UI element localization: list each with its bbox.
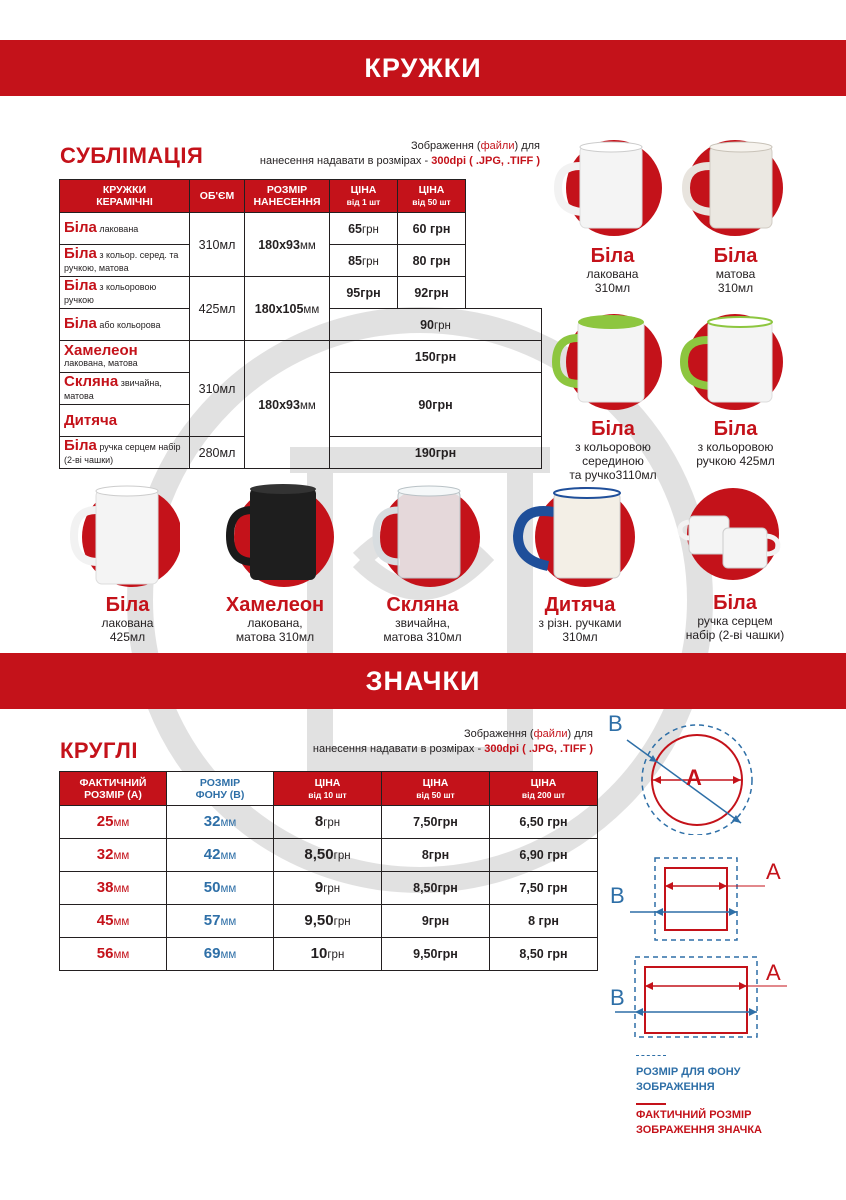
header-mug: КРУЖКИ КЕРАМІЧНІ [60, 180, 190, 213]
actual-size-cell: 56мм [60, 938, 167, 971]
price-10-cell: 9,50грн [274, 905, 382, 938]
mug-caption: Дитяча з різн. ручками 310мл [538, 594, 622, 644]
price-200-cell: 8 грн [490, 905, 598, 938]
note-text-b: ) для [514, 140, 540, 152]
volume-cell: 310мл [190, 213, 245, 277]
table-row [60, 341, 542, 373]
note-text-a: Зображення ( [463, 728, 534, 740]
colored-handle-mug-image [680, 312, 790, 412]
table-row [60, 905, 598, 938]
round-label-a: A [686, 765, 702, 790]
mug-name-cell: Скляна звичайна, матова [60, 373, 190, 405]
white-glossy-mug-image [552, 138, 662, 238]
colored-inside-mug-image [552, 310, 667, 410]
actual-size-cell: 32мм [60, 839, 167, 872]
mug-price-table [59, 179, 542, 469]
note-text-b: ) для [567, 728, 593, 740]
mug-name-cell: Дитяча [60, 405, 190, 437]
header-bg-size: РОЗМІР ФОНУ (В) [167, 772, 274, 806]
price-cell: 90грн [330, 309, 542, 341]
table-row [60, 806, 598, 839]
mug-name-cell: Біла ручка серцем набір (2-ві чашки) [60, 437, 190, 469]
square-label-b: B [610, 883, 625, 908]
price-200-cell: 6,50 грн [490, 806, 598, 839]
actual-legend-line [636, 1103, 666, 1105]
bg-legend-line [636, 1055, 666, 1056]
mug-caption: Біла ручка серцем набір (2-ві чашки) [685, 592, 785, 642]
price-200-cell: 7,50 грн [490, 872, 598, 905]
price-200-cell: 6,90 грн [490, 839, 598, 872]
price-50-cell: 8,50грн [382, 872, 490, 905]
price-10-cell: 8,50грн [274, 839, 382, 872]
price-cell: 190грн [330, 437, 542, 469]
bg-size-cell: 69мм [167, 938, 274, 971]
volume-cell: 280мл [190, 437, 245, 469]
table-header-row [60, 180, 542, 213]
mug-caption: Біла матова 310мл [713, 245, 758, 295]
white-matte-mug-image [680, 138, 790, 238]
actual-size-legend: ФАКТИЧНИЙ РОЗМІР ЗОБРАЖЕННЯ ЗНАЧКА [636, 1109, 762, 1136]
mug-caption: Скляна звичайна, матова 310мл [383, 594, 462, 644]
mug-name-cell: Біла з кольоровою ручкою [60, 277, 190, 309]
mug-caption: Біла з кольоровою ручкою 425мл [696, 418, 775, 468]
bg-size-legend: РОЗМІР ДЛЯ ФОНУ ЗОБРАЖЕННЯ [636, 1066, 741, 1093]
size-cell: 180х105мм [245, 277, 330, 341]
price-1-cell: 65грн [330, 213, 398, 245]
sublimation-title: СУБЛІМАЦІЯ [60, 143, 204, 168]
note-format: 300dpi ( .JPG, .TIFF ) [431, 155, 540, 167]
empty-cell [466, 180, 542, 213]
price-1-cell: 85грн [330, 245, 398, 277]
price-cell: 90грн [330, 373, 542, 437]
size-cell: 180х93мм [245, 341, 330, 469]
price-50-cell: 60 грн [398, 213, 466, 245]
price-50-cell: 7,50грн [382, 806, 490, 839]
header-volume: ОБ'ЄМ [190, 180, 245, 213]
actual-size-cell: 25мм [60, 806, 167, 839]
bg-size-cell: 50мм [167, 872, 274, 905]
header-price-50: ЦІНА від 50 шт [382, 772, 490, 806]
bg-size-cell: 57мм [167, 905, 274, 938]
volume-cell: 310мл [190, 341, 245, 437]
mug-name-cell: Біла лакована [60, 213, 190, 245]
badge-price-table [59, 771, 598, 971]
price-10-cell: 10грн [274, 938, 382, 971]
kids-mug-image [510, 482, 640, 592]
round-badges-title: КРУГЛІ [60, 738, 138, 763]
mug-name-cell: Біла або кольорова [60, 309, 190, 341]
rect-label-b: B [610, 985, 625, 1010]
mugs-section-title: КРУЖКИ [364, 52, 482, 83]
table-row [60, 938, 598, 971]
price-10-cell: 9грн [274, 872, 382, 905]
table-row [60, 839, 598, 872]
price-10-cell: 8грн [274, 806, 382, 839]
mugs-section-banner [0, 40, 846, 96]
bg-size-cell: 32мм [167, 806, 274, 839]
actual-size-cell: 45мм [60, 905, 167, 938]
header-actual-size: ФАКТИЧНИЙ РОЗМІР (А) [60, 772, 167, 806]
note-line2: нанесення надавати в розмірах - [312, 743, 485, 755]
table-header-row [60, 772, 598, 806]
header-price-200: ЦІНА від 200 шт [490, 772, 598, 806]
mug-caption: Біла з кольоровою серединою та ручко3110мл [569, 418, 657, 482]
header-price-1: ЦІНА від 1 шт [330, 180, 398, 213]
price-1-cell: 95грн [330, 277, 398, 309]
white-425-mug-image [70, 482, 180, 592]
note-line2: нанесення надавати в розмірах - [259, 155, 432, 167]
note-format: 300dpi ( .JPG, .TIFF ) [484, 743, 593, 755]
badges-section-banner [0, 653, 846, 709]
actual-size-cell: 38мм [60, 872, 167, 905]
note-text-a: Зображення ( [410, 140, 481, 152]
table-row [60, 872, 598, 905]
rect-label-a: A [766, 960, 781, 985]
price-50-cell: 9,50грн [382, 938, 490, 971]
price-cell: 150грн [330, 341, 542, 373]
round-label-b: B [608, 711, 623, 736]
price-50-cell: 92грн [398, 277, 466, 309]
price-200-cell: 8,50 грн [490, 938, 598, 971]
glass-mug-image [372, 482, 487, 592]
price-50-cell: 8грн [382, 839, 490, 872]
sublimation-file-note [230, 139, 540, 169]
note-files: файли [533, 728, 568, 740]
table-row [60, 277, 542, 309]
header-price-10: ЦІНА від 10 шт [274, 772, 382, 806]
header-size: РОЗМІР НАНЕСЕННЯ [245, 180, 330, 213]
heart-handle-set-image [675, 486, 790, 586]
mug-caption: Хамелеон лакована, матова 310мл [225, 594, 325, 644]
mug-caption: Біла лакована 425мл [101, 594, 154, 644]
note-files: файли [480, 140, 515, 152]
volume-cell: 425мл [190, 277, 245, 341]
mug-caption: Біла лакована 310мл [586, 245, 639, 295]
square-label-a: A [766, 859, 781, 884]
badges-section-title: ЗНАЧКИ [365, 665, 481, 696]
table-row [60, 213, 542, 245]
price-50-cell: 80 грн [398, 245, 466, 277]
size-cell: 180х93мм [245, 213, 330, 277]
header-price-50: ЦІНА від 50 шт [398, 180, 466, 213]
chameleon-mug-image [222, 482, 342, 592]
mug-name-cell: Хамелеон лакована, матова [60, 341, 190, 373]
price-50-cell: 9грн [382, 905, 490, 938]
badges-file-note [280, 727, 593, 757]
mug-name-cell: Біла з кольор. серед. та ручкою, матова [60, 245, 190, 277]
bg-size-cell: 42мм [167, 839, 274, 872]
